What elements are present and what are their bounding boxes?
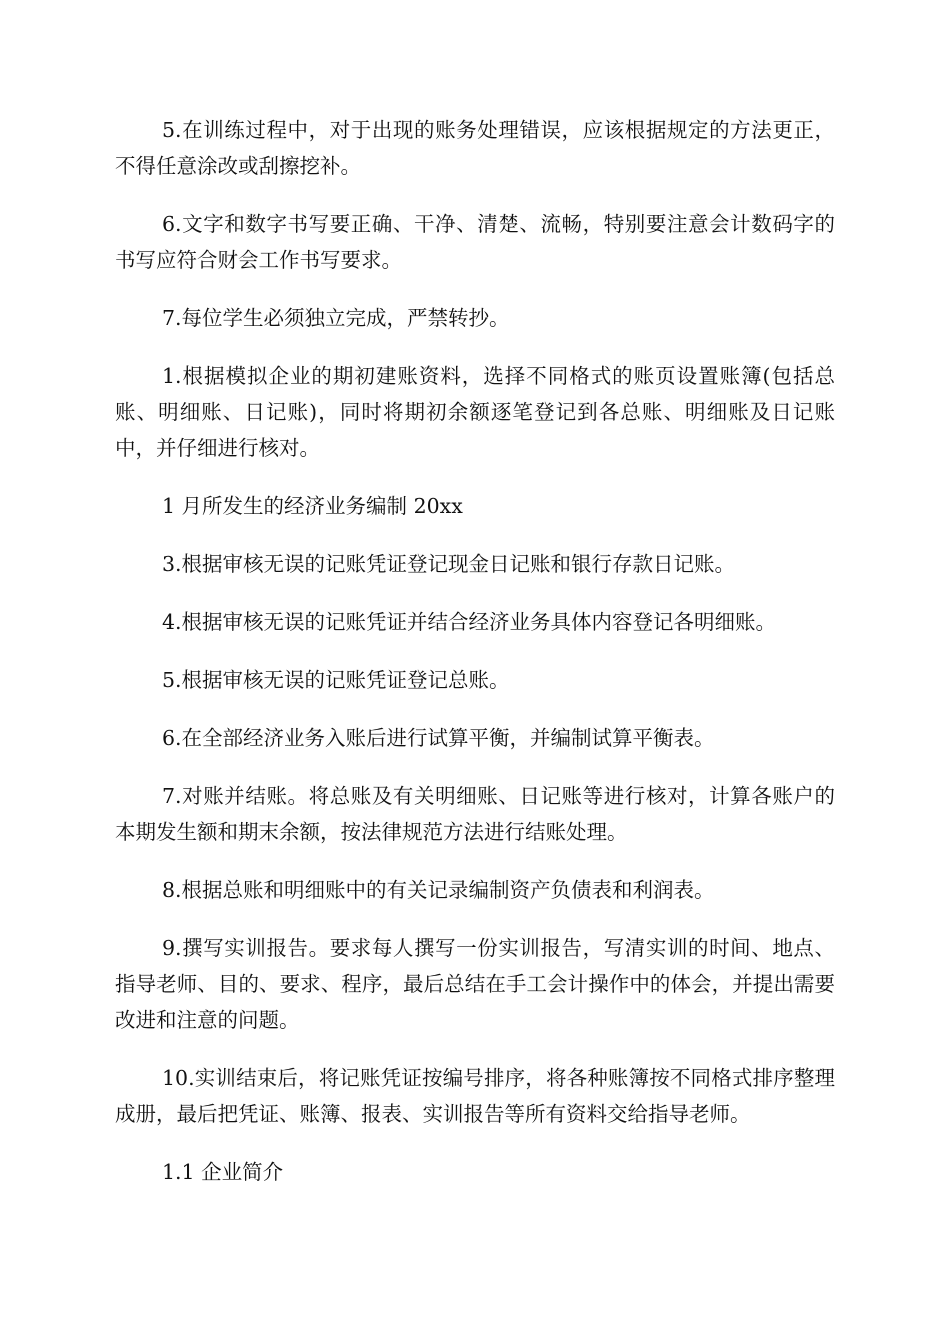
paragraph-step-financial-statements: 8.根据总账和明细账中的有关记录编制资产负债表和利润表。 <box>162 878 715 902</box>
paragraph-step-journals: 3.根据审核无误的记账凭证登记现金日记账和银行存款日记账。 <box>162 552 736 576</box>
paragraph-writing-rule: 6.文字和数字书写要正确、干净、清楚、流畅，特别要注意会计数码字的书写应符合财会工作书写要求。 <box>115 212 835 272</box>
document-body <box>115 112 835 1212</box>
paragraph-step-open-books: 1.根据模拟企业的期初建账资料，选择不同格式的账页设置账簿(包括总账、明细账、日记账)，同时将期初余额逐笔登记到各总账、明细账及日记账中，并仔细进行核对。 <box>115 364 835 460</box>
paragraph-correction-rule: 5.在训练过程中，对于出现的账务处理错误，应该根据规定的方法更正，不得任意涂改或刮擦挖补。 <box>115 118 835 178</box>
paragraph-step-trial-balance: 6.在全部经济业务入账后进行试算平衡，并编制试算平衡表。 <box>162 726 715 750</box>
paragraph-step-subsidiary-ledgers: 4.根据审核无误的记账凭证并结合经济业务具体内容登记各明细账。 <box>162 610 777 634</box>
paragraph-step-report: 9.撰写实训报告。要求每人撰写一份实训报告，写清实训的时间、地点、指导老师、目的、要求、程序，最后总结在手工会计操作中的体会，并提出需要改进和注意的问题。 <box>115 936 835 1032</box>
paragraph-step-vouchers: 1 月所发生的经济业务编制 20xx <box>162 494 463 518</box>
paragraph-independence-rule: 7.每位学生必须独立完成，严禁转抄。 <box>162 306 510 330</box>
paragraph-step-submit: 10.实训结束后，将记账凭证按编号排序，将各种账簿按不同格式排序整理成册，最后把凭证、账簿、报表、实训报告等所有资料交给指导老师。 <box>115 1066 835 1126</box>
section-heading-company-intro: 1.1 企业简介 <box>162 1160 284 1184</box>
paragraph-step-general-ledger: 5.根据审核无误的记账凭证登记总账。 <box>162 668 510 692</box>
paragraph-step-reconcile-close: 7.对账并结账。将总账及有关明细账、日记账等进行核对，计算各账户的本期发生额和期末余额，按法律规范方法进行结账处理。 <box>115 784 835 844</box>
